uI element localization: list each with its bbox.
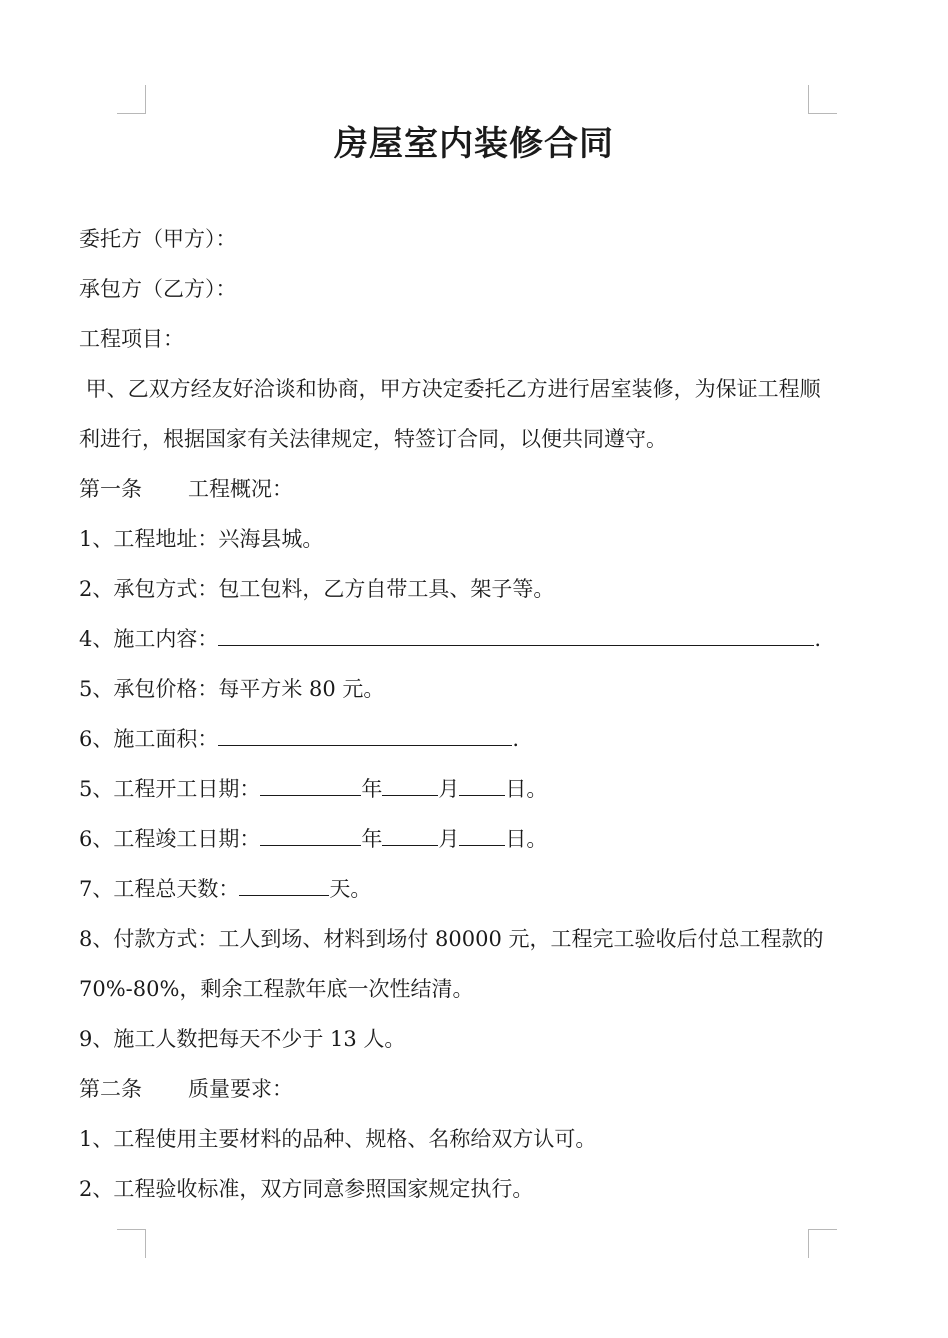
item-workers: 9、施工人数把每天不少于 13 人。 <box>79 1027 406 1051</box>
item-construction-content <box>79 624 821 654</box>
area-period: . <box>512 727 520 751</box>
crop-mark-bottom-left <box>117 1229 146 1258</box>
end-year-blank[interactable] <box>260 825 361 846</box>
total-days-unit: 天。 <box>329 877 372 901</box>
crop-mark-bottom-right <box>808 1229 837 1258</box>
area-blank[interactable] <box>218 725 512 746</box>
end-month-blank[interactable] <box>382 825 438 846</box>
end-day-unit: 日。 <box>505 827 548 851</box>
total-days-blank[interactable] <box>239 875 329 896</box>
item-total-days <box>79 874 371 904</box>
item-materials: 1、工程使用主要材料的品种、规格、名称给双方认可。 <box>79 1127 597 1151</box>
article-2-heading <box>79 1074 293 1104</box>
start-year-unit: 年 <box>361 777 383 801</box>
item-start-date <box>79 774 547 804</box>
item-payment-line-1: 8、付款方式：工人到场、材料到场付 80000 元，工程完工验收后付总工程款的 <box>79 927 824 951</box>
start-month-unit: 月 <box>438 777 460 801</box>
article-1-title: 工程概况： <box>188 477 293 501</box>
start-day-blank[interactable] <box>459 775 505 796</box>
content-blank[interactable] <box>218 625 814 646</box>
area-label: 6、施工面积： <box>79 727 219 751</box>
item-end-date <box>79 824 547 854</box>
item-area <box>79 724 519 754</box>
project-line: 工程项目： <box>79 327 184 351</box>
item-payment-line-2: 70%-80%，剩余工程款年底一次性结清。 <box>79 977 474 1001</box>
content-label: 4、施工内容： <box>79 627 219 651</box>
crop-mark-top-right <box>808 85 837 114</box>
item-acceptance: 2、工程验收标准，双方同意参照国家规定执行。 <box>79 1177 534 1201</box>
end-year-unit: 年 <box>361 827 383 851</box>
start-month-blank[interactable] <box>382 775 438 796</box>
article-2-number: 第二条 <box>79 1077 142 1101</box>
party-b-line: 承包方（乙方）： <box>79 277 237 301</box>
end-month-unit: 月 <box>438 827 460 851</box>
total-days-label: 7、工程总天数： <box>79 877 240 901</box>
item-price: 5、承包价格：每平方米 80 元。 <box>79 677 385 701</box>
start-date-label: 5、工程开工日期： <box>79 777 261 801</box>
end-day-blank[interactable] <box>459 825 505 846</box>
document-title: 房屋室内装修合同 <box>334 124 614 164</box>
item-address: 1、工程地址：兴海县城。 <box>79 527 324 551</box>
intro-paragraph-line-2: 利进行，根据国家有关法律规定，特签订合同，以便共同遵守。 <box>79 427 667 451</box>
article-2-title: 质量要求： <box>188 1077 293 1101</box>
content-period: . <box>814 627 822 651</box>
article-1-number: 第一条 <box>79 477 142 501</box>
crop-mark-top-left <box>117 85 146 114</box>
end-date-label: 6、工程竣工日期： <box>79 827 261 851</box>
intro-paragraph-line-1: 甲、乙双方经友好洽谈和协商，甲方决定委托乙方进行居室装修，为保证工程顺 <box>79 377 821 401</box>
start-year-blank[interactable] <box>260 775 361 796</box>
party-a-line: 委托方（甲方）： <box>79 227 237 251</box>
item-contract-method: 2、承包方式：包工包料，乙方自带工具、架子等。 <box>79 577 555 601</box>
start-day-unit: 日。 <box>505 777 548 801</box>
article-1-heading <box>79 474 293 504</box>
